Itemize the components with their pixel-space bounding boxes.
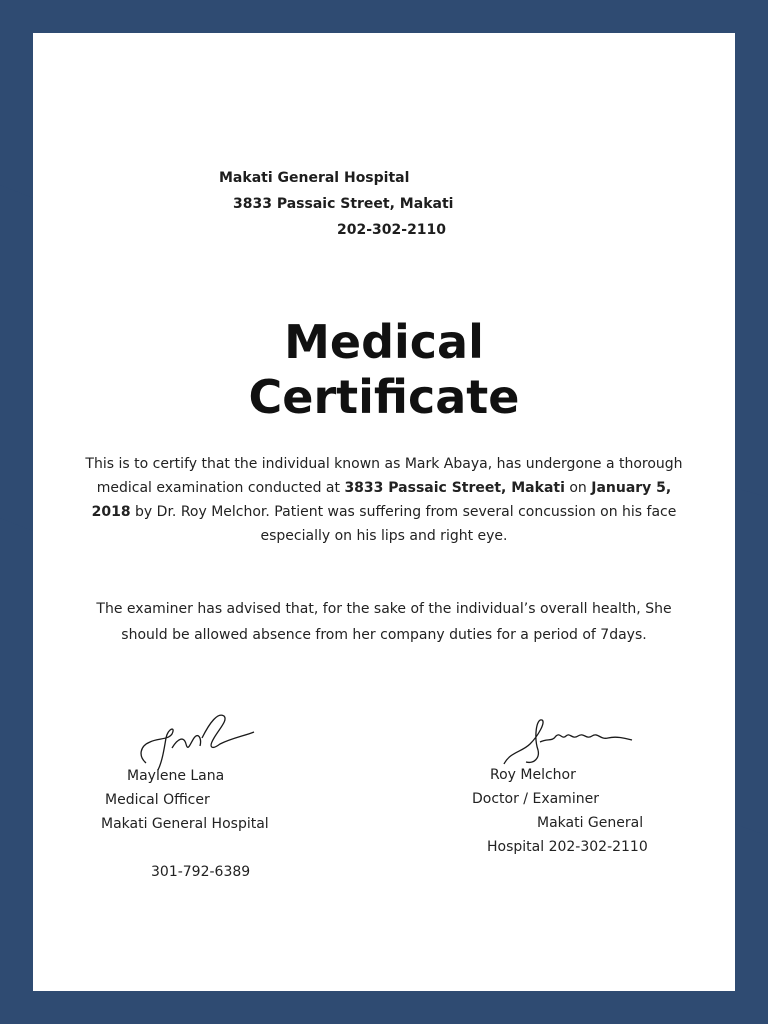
p1-text-b: on — [564, 480, 592, 496]
right-bottom-wedge — [735, 824, 768, 991]
hospital-name: Makati General Hospital — [219, 170, 410, 186]
left-signatory-org: Makati General Hospital — [101, 816, 269, 832]
left-signatory-role: Medical Officer — [105, 792, 210, 808]
right-signatory-name: Roy Melchor — [490, 767, 576, 783]
p1-text-a: This is to certify that the individual known as Mark Abaya, has undergone a thorough medical examination conducted at — [85, 456, 683, 496]
p1-text-c: by Dr. Roy Melchor. Patient was suffering from several concussion on his face especially on his lips and right eye. — [130, 504, 677, 544]
hospital-address: 3833 Passaic Street, Makati — [233, 196, 454, 212]
signature-right — [500, 712, 635, 772]
p1-date: January 5, 2018 — [91, 480, 672, 520]
p1-address: 3833 Passaic Street, Makati — [344, 480, 565, 496]
left-mid-wedge — [0, 518, 33, 580]
left-signatory-phone: 301-792-6389 — [151, 864, 251, 880]
right-signatory-org-phone: Hospital 202-302-2110 — [487, 839, 648, 855]
left-signatory-name: Maylene Lana — [127, 768, 225, 784]
left-top-wedge — [0, 33, 33, 198]
right-signatory-role: Doctor / Examiner — [472, 791, 599, 807]
right-signatory-org: Makati General — [537, 815, 644, 831]
certificate-title-line1: Medical — [284, 315, 484, 369]
certification-paragraph — [84, 452, 684, 548]
advisory-paragraph: The examiner has advised that, for the sake of the individual’s overall health, She should be allowed absence from her company duties for a period of 7days. — [96, 601, 672, 643]
certificate-title-line2: Certificate — [248, 370, 520, 424]
hospital-phone: 202-302-2110 — [337, 222, 447, 238]
